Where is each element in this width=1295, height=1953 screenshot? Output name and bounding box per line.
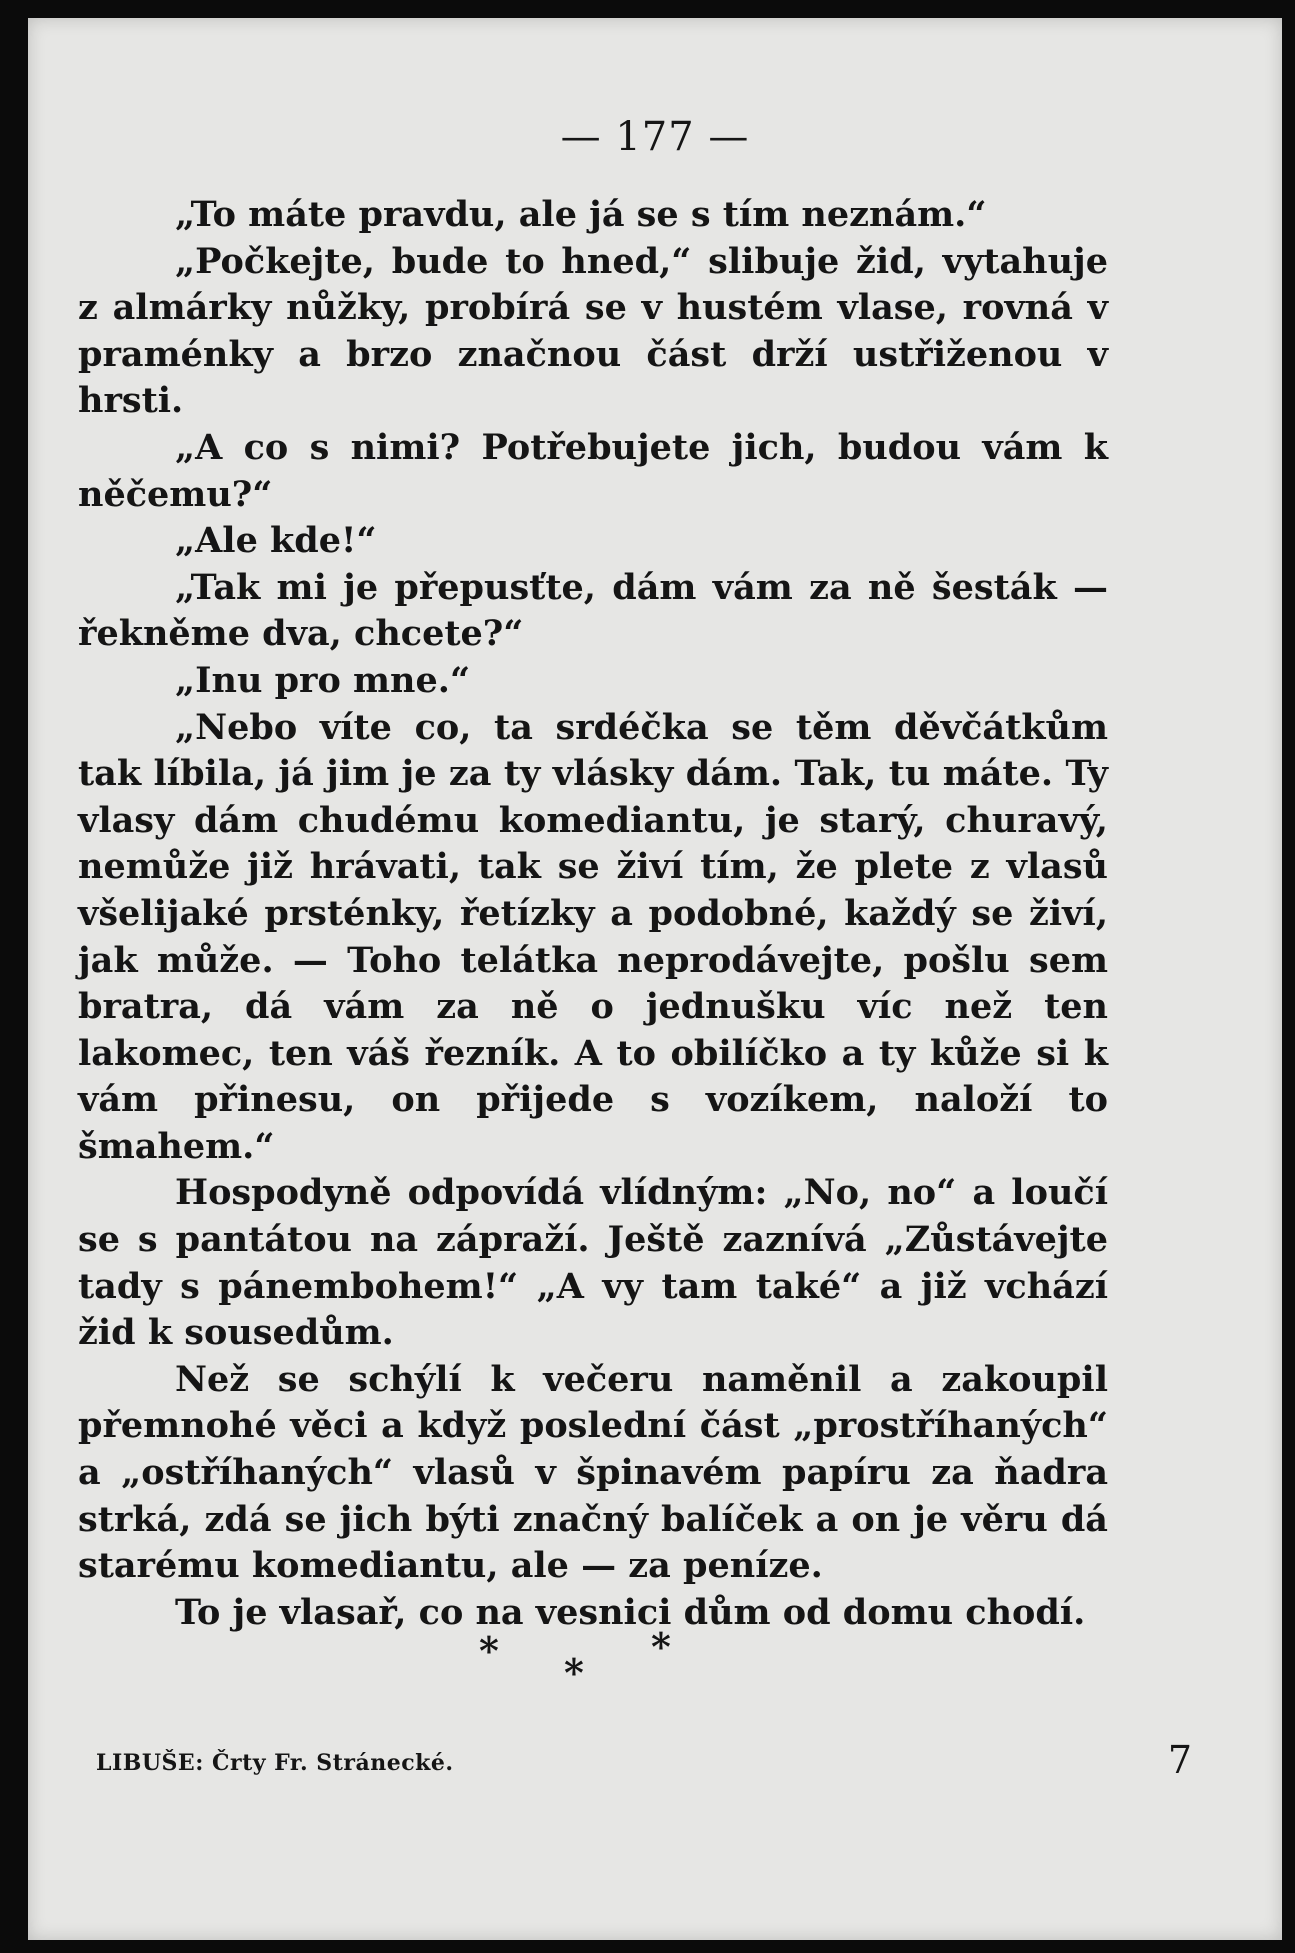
page-footer xyxy=(96,1738,1212,1798)
body-text xyxy=(78,192,1108,1636)
paragraph: „Tak mi je přepusťte, dám vám za ně šesták — řekněme dva, chcete?“ xyxy=(78,566,1108,655)
page-number: — 177 — xyxy=(560,114,750,160)
paragraph: „Nebo víte co, ta srdéčka se těm děvčátkům tak líbila, já jim je za ty vlásky dám. Tak, tu máte. Ty vlasy dám chudému komediantu, je starý, churavý, nemůže již hrávati, tak se živí tím, že plete z vlasů všelijaké prsténky, řetízky a podobné, každý se živí, jak může. — Toho telátka neprodávejte, pošlu sem bratra, dá vám za ně o jednušku víc než ten lakomec, ten váš řezník. A to obilíčko a ty kůže si k vám přinesu, on přijede s vozíkem, naloží to šmahem.“ xyxy=(78,706,1108,1167)
paragraph: „Inu pro mne.“ xyxy=(175,659,471,701)
printer-signature: LIBUŠE: Črty Fr. Stránecké. xyxy=(96,1750,454,1776)
separator-asterisk: * xyxy=(564,1650,584,1695)
paragraph: „A co s nimi? Potřebujete jich, budou vám k něčemu?“ xyxy=(78,426,1108,515)
paragraph: „Ale kde!“ xyxy=(175,520,377,562)
paragraph: Než se schýlí k večeru naměnil a zakoupil přemnohé věci a když poslední část „prostříhaných“ a „ostříhaných“ vlasů v špinavém papíru za ňadra strká, zdá se jich býti značný balíček a on je věru dá starému komediantu, ale — za peníze. xyxy=(78,1358,1108,1587)
separator-asterisk: * xyxy=(479,1628,499,1673)
paragraph: Hospodyně odpovídá vlídným: „No, no“ a loučí se s pantátou na zápraží. Ještě zaznívá „Zůstávejte tady s pánembohem!“ „A vy tam také“ a již vchází žid k sousedům. xyxy=(78,1172,1108,1354)
paragraph: To je vlasař, co na vesnici dům od domu chodí. xyxy=(175,1591,1086,1633)
section-separator xyxy=(28,1624,1282,1708)
signature-number: 7 xyxy=(1167,1738,1192,1782)
paragraph: „To máte pravdu, ale já se s tím neznám.“ xyxy=(175,194,987,235)
paragraph: „Počkejte, bude to hned,“ slibuje žid, vytahuje z almárky nůžky, probírá se v hustém vlase, rovná v praménky a brzo značnou část drží ustřiženou v hrsti. xyxy=(78,240,1108,422)
separator-asterisk: * xyxy=(651,1624,671,1669)
book-page xyxy=(28,18,1282,1940)
